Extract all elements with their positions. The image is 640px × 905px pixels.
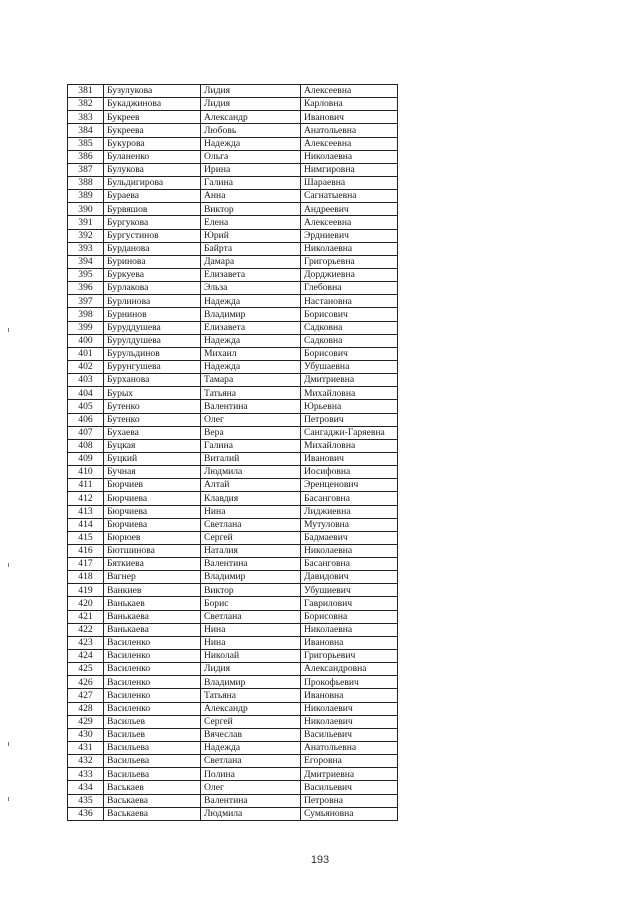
patronymic: Иванович [301,111,398,124]
row-number: 395 [68,268,104,281]
first-name: Владимир [201,676,301,689]
surname: Бурданова [104,242,201,255]
table-row [68,150,398,163]
first-name: Лидия [201,98,301,111]
surname: Васькаева [104,794,201,807]
row-number: 425 [68,663,104,676]
first-name: Тамара [201,374,301,387]
row-number: 409 [68,452,104,465]
table-row [68,387,398,400]
row-number: 417 [68,558,104,571]
patronymic: Эрдниевич [301,229,398,242]
first-name: Надежда [201,137,301,150]
margin-mark [8,328,9,332]
patronymic: Шараевна [301,176,398,189]
patronymic: Карловна [301,98,398,111]
table-row [68,190,398,203]
table-row [68,163,398,176]
patronymic: Николаевна [301,544,398,557]
margin-mark [8,742,9,746]
patronymic: Ивановна [301,636,398,649]
surname: Васильева [104,768,201,781]
page-number: 193 [310,854,330,866]
row-number: 403 [68,374,104,387]
patronymic: Сангаджи-Гаряевна [301,426,398,439]
first-name: Светлана [201,755,301,768]
first-name: Виталий [201,452,301,465]
first-name: Светлана [201,610,301,623]
first-name: Михаил [201,347,301,360]
table-row [68,400,398,413]
surname: Буцкая [104,439,201,452]
patronymic: Алексеевна [301,216,398,229]
table-row [68,755,398,768]
row-number: 388 [68,176,104,189]
patronymic: Иванович [301,452,398,465]
patronymic: Садковна [301,321,398,334]
table-row [68,295,398,308]
table-row [68,137,398,150]
table-row [68,544,398,557]
first-name: Сергей [201,715,301,728]
table-row [68,308,398,321]
first-name: Наталия [201,544,301,557]
patronymic: Прокофьевич [301,676,398,689]
first-name: Ольга [201,150,301,163]
table-row [68,334,398,347]
surname: Василенко [104,689,201,702]
table-row [68,623,398,636]
people-table-body [68,85,398,821]
surname: Бургукова [104,216,201,229]
surname: Бюрчиев [104,479,201,492]
table-row [68,466,398,479]
row-number: 390 [68,203,104,216]
first-name: Надежда [201,295,301,308]
table-row [68,426,398,439]
first-name: Вячеслав [201,728,301,741]
patronymic: Дорджиевна [301,268,398,281]
surname: Ванкиев [104,584,201,597]
row-number: 384 [68,124,104,137]
first-name: Эльза [201,282,301,295]
row-number: 414 [68,518,104,531]
patronymic: Анатольевна [301,124,398,137]
patronymic: Николаевна [301,623,398,636]
surname: Бурханова [104,374,201,387]
surname: Бутенко [104,413,201,426]
row-number: 410 [68,466,104,479]
table-row [68,597,398,610]
surname: Василенко [104,676,201,689]
row-number: 432 [68,755,104,768]
margin-mark [8,797,9,801]
surname: Бютшинова [104,544,201,557]
first-name: Валентина [201,794,301,807]
first-name: Татьяна [201,387,301,400]
table-row [68,413,398,426]
patronymic: Егоровна [301,755,398,768]
surname: Бухаева [104,426,201,439]
row-number: 397 [68,295,104,308]
surname: Бурулдушева [104,334,201,347]
table-row [68,571,398,584]
table-row [68,505,398,518]
surname: Бучная [104,466,201,479]
surname: Василенко [104,663,201,676]
first-name: Алтай [201,479,301,492]
table-row [68,242,398,255]
first-name: Виктор [201,203,301,216]
surname: Бурвяшов [104,203,201,216]
table-row [68,689,398,702]
table-row [68,650,398,663]
first-name: Александр [201,111,301,124]
patronymic: Николаевич [301,702,398,715]
first-name: Валентина [201,558,301,571]
patronymic: Николаевна [301,150,398,163]
surname: Вагнер [104,571,201,584]
first-name: Галина [201,176,301,189]
first-name: Елена [201,216,301,229]
patronymic: Григорьевич [301,650,398,663]
surname: Бургустинов [104,229,201,242]
patronymic: Михайловна [301,439,398,452]
first-name: Николай [201,650,301,663]
table-row [68,584,398,597]
table-row [68,768,398,781]
first-name: Борис [201,597,301,610]
row-number: 426 [68,676,104,689]
table-row [68,176,398,189]
patronymic: Юрьевна [301,400,398,413]
first-name: Полина [201,768,301,781]
surname: Бяткиева [104,558,201,571]
row-number: 416 [68,544,104,557]
table-row [68,715,398,728]
table-row [68,558,398,571]
surname: Василенко [104,636,201,649]
surname: Буруддушева [104,321,201,334]
first-name: Любовь [201,124,301,137]
patronymic: Нимгировна [301,163,398,176]
row-number: 382 [68,98,104,111]
surname: Бульдигирова [104,176,201,189]
first-name: Клавдия [201,492,301,505]
table-row [68,203,398,216]
row-number: 434 [68,781,104,794]
patronymic: Давидович [301,571,398,584]
patronymic: Борисович [301,347,398,360]
patronymic: Иосифовна [301,466,398,479]
patronymic: Лиджиевна [301,505,398,518]
first-name: Людмила [201,466,301,479]
surname: Бюрчиева [104,492,201,505]
first-name: Олег [201,781,301,794]
row-number: 431 [68,742,104,755]
surname: Бюрюев [104,531,201,544]
table-row [68,807,398,820]
table-row [68,439,398,452]
table-row [68,216,398,229]
table-row [68,124,398,137]
patronymic: Александровна [301,663,398,676]
first-name: Татьяна [201,689,301,702]
patronymic: Николаевна [301,242,398,255]
row-number: 405 [68,400,104,413]
patronymic: Петровна [301,794,398,807]
table-row [68,663,398,676]
people-table [67,84,398,821]
first-name: Анна [201,190,301,203]
row-number: 385 [68,137,104,150]
table-row [68,742,398,755]
first-name: Ирина [201,163,301,176]
patronymic: Басанговна [301,558,398,571]
patronymic: Садковна [301,334,398,347]
patronymic: Дмитриевна [301,374,398,387]
first-name: Нина [201,623,301,636]
first-name: Юрий [201,229,301,242]
patronymic: Васильевич [301,781,398,794]
row-number: 408 [68,439,104,452]
table-row [68,676,398,689]
first-name: Галина [201,439,301,452]
table-row [68,781,398,794]
surname: Бурлакова [104,282,201,295]
first-name: Лидия [201,663,301,676]
surname: Бюрчиева [104,518,201,531]
row-number: 386 [68,150,104,163]
first-name: Байрта [201,242,301,255]
patronymic: Басанговна [301,492,398,505]
row-number: 427 [68,689,104,702]
table-row [68,229,398,242]
first-name: Виктор [201,584,301,597]
surname: Бюрчиева [104,505,201,518]
patronymic: Эренценович [301,479,398,492]
table-row [68,531,398,544]
first-name: Дамара [201,255,301,268]
patronymic: Анатольевна [301,742,398,755]
surname: Букреева [104,124,201,137]
first-name: Александр [201,702,301,715]
row-number: 415 [68,531,104,544]
table-row [68,347,398,360]
first-name: Надежда [201,742,301,755]
patronymic: Васильевич [301,728,398,741]
first-name: Нина [201,505,301,518]
patronymic: Алексеевна [301,137,398,150]
table-row [68,794,398,807]
surname: Васькаев [104,781,201,794]
surname: Букреев [104,111,201,124]
surname: Буринова [104,255,201,268]
row-number: 401 [68,347,104,360]
table-row [68,374,398,387]
row-number: 383 [68,111,104,124]
row-number: 392 [68,229,104,242]
table-row [68,452,398,465]
row-number: 413 [68,505,104,518]
first-name: Лидия [201,85,301,98]
surname: Васькаева [104,807,201,820]
first-name: Елизавета [201,268,301,281]
row-number: 407 [68,426,104,439]
row-number: 406 [68,413,104,426]
row-number: 430 [68,728,104,741]
row-number: 393 [68,242,104,255]
table-row [68,479,398,492]
surname: Ванькаева [104,623,201,636]
row-number: 402 [68,360,104,373]
row-number: 394 [68,255,104,268]
row-number: 396 [68,282,104,295]
row-number: 400 [68,334,104,347]
surname: Буланенко [104,150,201,163]
row-number: 404 [68,387,104,400]
row-number: 422 [68,623,104,636]
patronymic: Бадмаевич [301,531,398,544]
row-number: 412 [68,492,104,505]
first-name: Людмила [201,807,301,820]
first-name: Светлана [201,518,301,531]
patronymic: Григорьевна [301,255,398,268]
surname: Букурова [104,137,201,150]
surname: Васильев [104,728,201,741]
patronymic: Борисовна [301,610,398,623]
surname: Бурлинова [104,295,201,308]
row-number: 428 [68,702,104,715]
patronymic: Алексеевна [301,85,398,98]
row-number: 391 [68,216,104,229]
first-name: Олег [201,413,301,426]
patronymic: Убушиевич [301,584,398,597]
table-row [68,85,398,98]
surname: Буркуева [104,268,201,281]
first-name: Елизавета [201,321,301,334]
patronymic: Михайловна [301,387,398,400]
surname: Бурульдинов [104,347,201,360]
table-row [68,518,398,531]
row-number: 411 [68,479,104,492]
table-row [68,255,398,268]
row-number: 381 [68,85,104,98]
table-row [68,111,398,124]
surname: Булукова [104,163,201,176]
patronymic: Ивановна [301,689,398,702]
row-number: 398 [68,308,104,321]
patronymic: Мутуловна [301,518,398,531]
patronymic: Борисович [301,308,398,321]
surname: Бурнинов [104,308,201,321]
surname: Бураева [104,190,201,203]
row-number: 387 [68,163,104,176]
patronymic: Настановна [301,295,398,308]
surname: Бузулукова [104,85,201,98]
surname: Ванькаева [104,610,201,623]
table-row [68,610,398,623]
row-number: 389 [68,190,104,203]
row-number: 424 [68,650,104,663]
patronymic: Убушаевна [301,360,398,373]
row-number: 420 [68,597,104,610]
row-number: 433 [68,768,104,781]
first-name: Надежда [201,334,301,347]
patronymic: Дмитриевна [301,768,398,781]
row-number: 419 [68,584,104,597]
table-row [68,492,398,505]
first-name: Владимир [201,308,301,321]
first-name: Вера [201,426,301,439]
patronymic: Петрович [301,413,398,426]
table-row [68,636,398,649]
surname: Василенко [104,650,201,663]
row-number: 435 [68,794,104,807]
row-number: 423 [68,636,104,649]
first-name: Надежда [201,360,301,373]
surname: Васильева [104,742,201,755]
table-row [68,268,398,281]
patronymic: Андреевич [301,203,398,216]
row-number: 436 [68,807,104,820]
table-row [68,321,398,334]
surname: Василенко [104,702,201,715]
first-name: Валентина [201,400,301,413]
patronymic: Сумьяновна [301,807,398,820]
patronymic: Глебовна [301,282,398,295]
table-row [68,282,398,295]
margin-mark [8,563,9,567]
table-row [68,360,398,373]
row-number: 399 [68,321,104,334]
surname: Букаджинова [104,98,201,111]
surname: Васильева [104,755,201,768]
first-name: Сергей [201,531,301,544]
table-row [68,98,398,111]
row-number: 421 [68,610,104,623]
surname: Бурунгушева [104,360,201,373]
surname: Ванькаев [104,597,201,610]
table-row [68,702,398,715]
surname: Васильев [104,715,201,728]
surname: Бутенко [104,400,201,413]
surname: Буцкий [104,452,201,465]
patronymic: Сагнатыевна [301,190,398,203]
row-number: 418 [68,571,104,584]
patronymic: Николаевич [301,715,398,728]
row-number: 429 [68,715,104,728]
surname: Бурых [104,387,201,400]
first-name: Владимир [201,571,301,584]
first-name: Нина [201,636,301,649]
table-row [68,728,398,741]
patronymic: Гаврилович [301,597,398,610]
